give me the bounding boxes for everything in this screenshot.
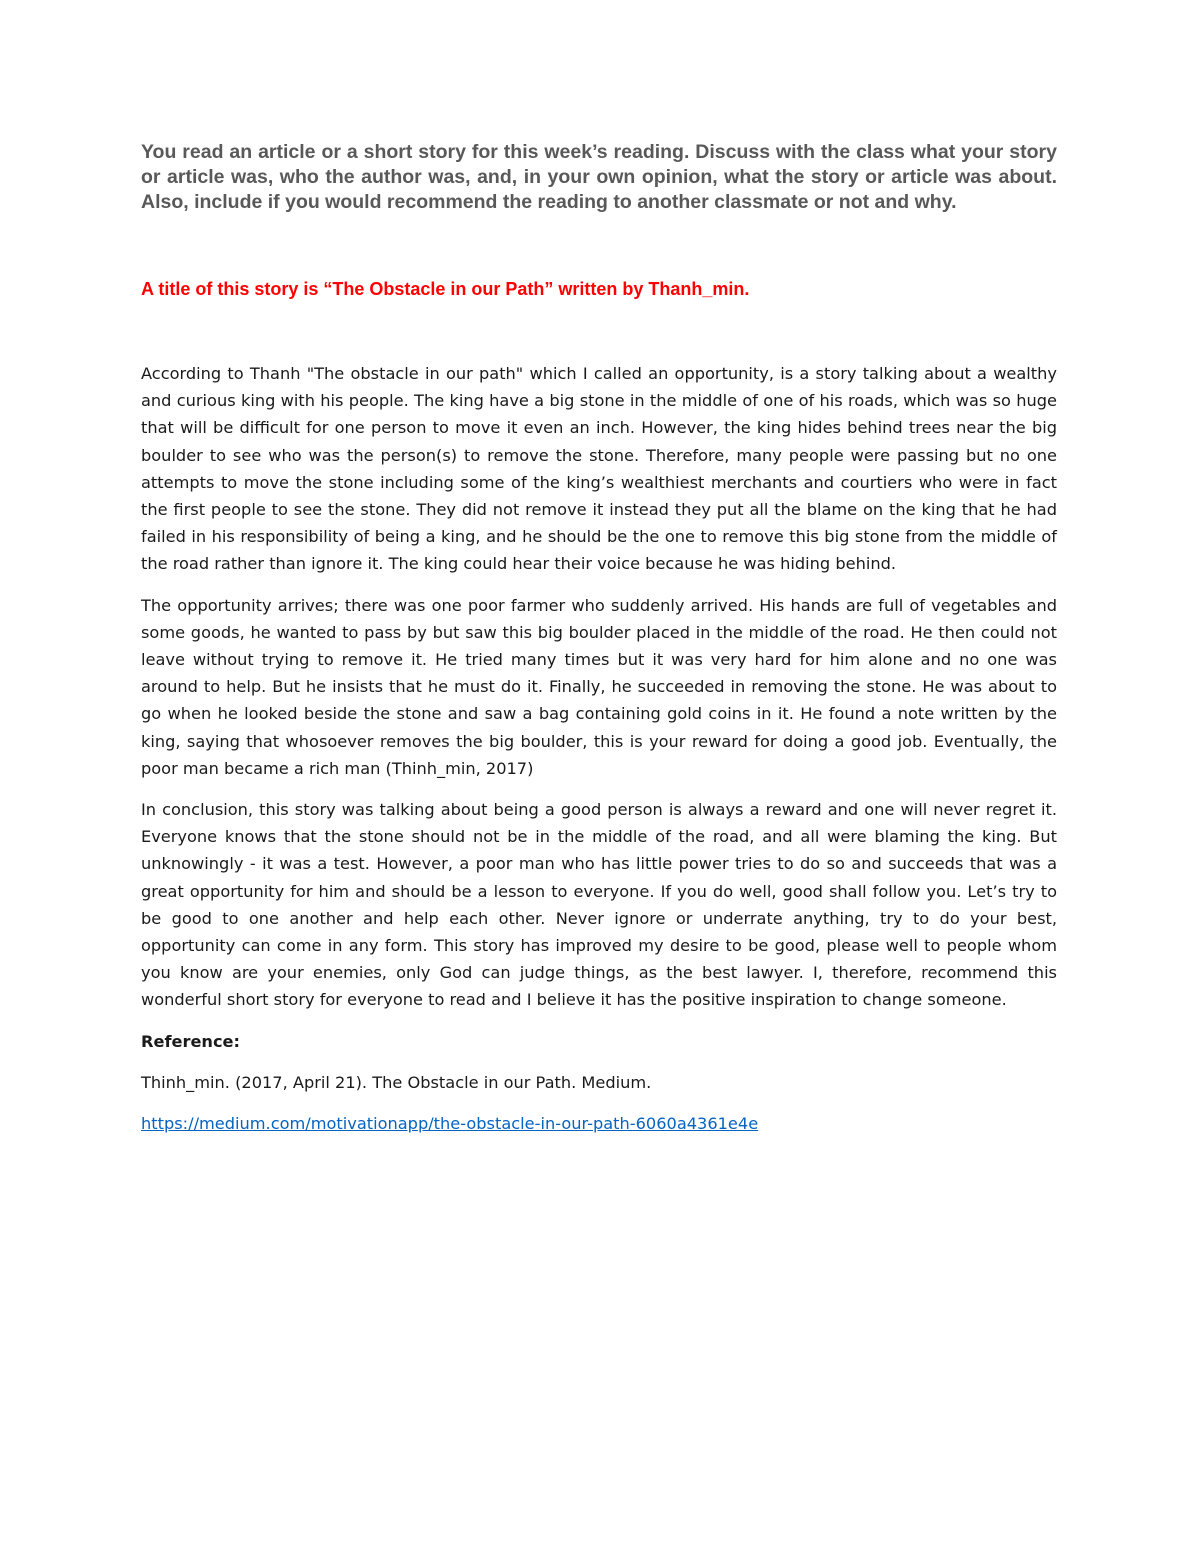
reference-url-link[interactable]: https://medium.com/motivationapp/the-obstacle-in-our-path-6060a4361e4e: [141, 1114, 759, 1134]
summary-paragraph-2: The opportunity arrives; there was one poor farmer who suddenly arrived. His hands are full of vegetables and some goods, he wanted to pass by but saw this big boulder placed in the middle of the road. He then could not leave without trying to remove it. He tried many times but it was very hard for him alone and no one was around to help. But he insists that he must do it. Finally, he succeeded in removing the stone. He was about to go when he looked beside the stone and saw a bag containing gold coins in it. He found a note written by the king, saying that whosoever removes the big boulder, this is your reward for doing a good job. Eventually, the poor man became a rich man (Thinh_min, 2017): [141, 595, 1057, 778]
conclusion-paragraph: In conclusion, this story was talking about being a good person is always a reward and one will never regret it. Everyone knows that the stone should not be in the middle of the road, and all were blaming the king. But unknowingly - it was a test. However, a poor man who has little power tries to do so and succeeds that was a great opportunity for him and should be a lesson to everyone. If you do well, good shall follow you. Let’s try to be good to one another and help each other. Never ignore or underrate anything, try to do your best, opportunity can come in any form. This story has improved my desire to be good, please well to people whom you know are your enemies, only God can judge things, as the best lawyer. I, therefore, recommend this wonderful short story for everyone to read and I believe it has the positive inspiration to change someone.: [141, 800, 1057, 1010]
assignment-prompt: You read an article or a short story for this week’s reading. Discuss with the class what your story or article was, who the author was, and, in your own opinion, what the story or article was about. Also, include if you would recommend the reading to another classmate or not and why.: [141, 141, 1057, 213]
summary-paragraph-1: According to Thanh "The obstacle in our path" which I called an opportunity, is a story talking about a wealthy and curious king with his people. The king have a big stone in the middle of one of his roads, which was so huge that will be difficult for one person to move it even an inch. However, the king hides behind trees near the big boulder to see who was the person(s) to remove the stone. Therefore, many people were passing but no one attempts to move the stone including some of the king’s wealthiest merchants and courtiers who were in fact the first people to see the stone. They did not remove it instead they put all the blame on the king that he had failed in his responsibility of being a king, and he should be the one to remove this big stone from the middle of the road rather than ignore it. The king could hear their voice because he was hiding behind.: [141, 364, 1057, 574]
document-body: [141, 140, 1057, 1137]
reference-citation: Thinh_min. (2017, April 21). The Obstacle in our Path. Medium.: [141, 1072, 652, 1092]
story-title-line: A title of this story is “The Obstacle in our Path” written by Thanh_min.: [141, 279, 750, 299]
reference-heading: Reference:: [141, 1031, 240, 1051]
